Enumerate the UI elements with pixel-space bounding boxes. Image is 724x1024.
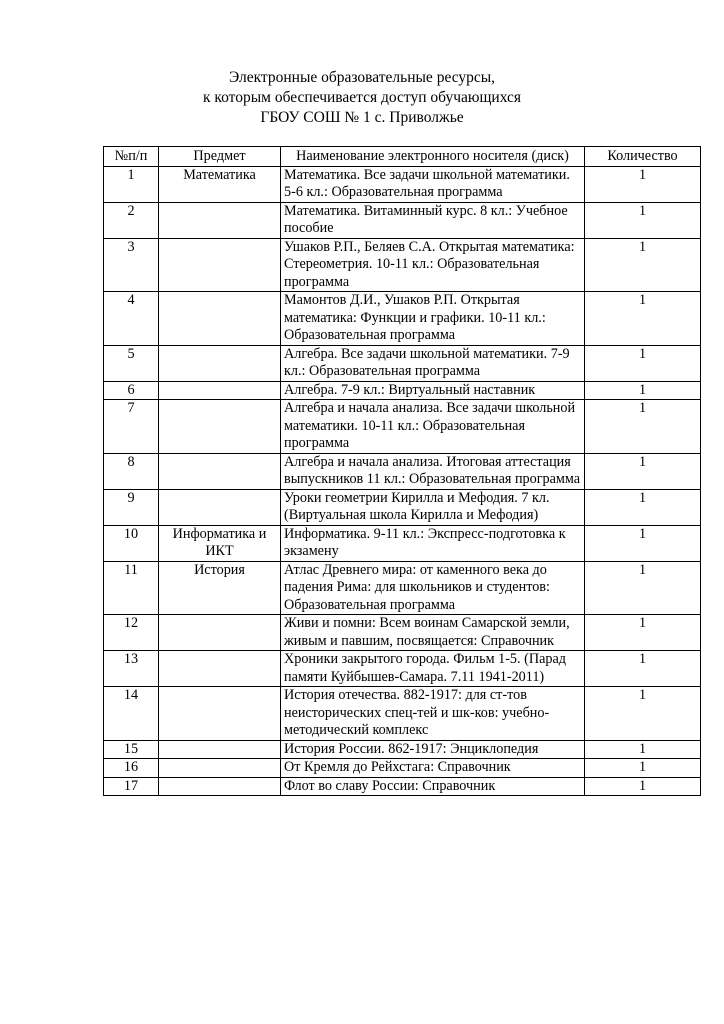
row-quantity: 1 — [585, 166, 701, 202]
row-subject — [159, 687, 281, 741]
row-quantity: 1 — [585, 687, 701, 741]
header-quantity: Количество — [585, 147, 701, 167]
table-row — [104, 166, 701, 202]
table-body — [104, 166, 701, 796]
row-quantity: 1 — [585, 615, 701, 651]
row-subject — [159, 345, 281, 381]
table-row — [104, 561, 701, 615]
row-quantity: 1 — [585, 292, 701, 346]
row-subject — [159, 759, 281, 778]
row-quantity: 1 — [585, 525, 701, 561]
row-medium-name: От Кремля до Рейхстага: Справочник — [281, 759, 585, 778]
row-medium-name: Математика. Все задачи школьной математики. 5-6 кл.: Образовательная программа — [281, 166, 585, 202]
row-medium-name: Алгебра. 7-9 кл.: Виртуальный наставник — [281, 381, 585, 400]
row-subject: Математика — [159, 166, 281, 202]
title-line-1: Электронные образовательные ресурсы, — [228, 69, 496, 86]
row-subject — [159, 651, 281, 687]
row-medium-name: Ушаков Р.П., Беляев С.А. Открытая математика: Стереометрия. 10-11 кл.: Образовательная программа — [281, 238, 585, 292]
row-quantity: 1 — [585, 561, 701, 615]
row-number: 12 — [104, 615, 159, 651]
row-number: 9 — [104, 489, 159, 525]
row-number: 17 — [104, 777, 159, 796]
row-number: 1 — [104, 166, 159, 202]
row-quantity: 1 — [585, 651, 701, 687]
header-number: №п/п — [104, 147, 159, 167]
row-quantity: 1 — [585, 759, 701, 778]
table-row — [104, 759, 701, 778]
row-subject — [159, 400, 281, 454]
row-medium-name: Флот во славу России: Справочник — [281, 777, 585, 796]
row-subject — [159, 292, 281, 346]
row-medium-name: Алгебра. Все задачи школьной математики. 7-9 кл.: Образовательная программа — [281, 345, 585, 381]
header-subject: Предмет — [159, 147, 281, 167]
row-number: 11 — [104, 561, 159, 615]
row-medium-name: Атлас Древнего мира: от каменного века до падения Рима: для школьников и студентов: Образовательная программа — [281, 561, 585, 615]
row-medium-name: Математика. Витаминный курс. 8 кл.: Учебное пособие — [281, 202, 585, 238]
row-subject: История — [159, 561, 281, 615]
row-number: 15 — [104, 740, 159, 759]
row-quantity: 1 — [585, 400, 701, 454]
row-quantity: 1 — [585, 202, 701, 238]
row-number: 4 — [104, 292, 159, 346]
row-number: 5 — [104, 345, 159, 381]
table-row — [104, 615, 701, 651]
table-row — [104, 651, 701, 687]
row-medium-name: Хроники закрытого города. Фильм 1-5. (Парад памяти Куйбышев-Самара. 7.11 1941-2011) — [281, 651, 585, 687]
row-number: 13 — [104, 651, 159, 687]
row-quantity: 1 — [585, 381, 701, 400]
row-subject — [159, 489, 281, 525]
title-line-2: к которым обеспечивается доступ обучающихся — [202, 89, 522, 106]
table-header-row — [104, 147, 701, 167]
row-number: 3 — [104, 238, 159, 292]
row-number: 16 — [104, 759, 159, 778]
row-number: 7 — [104, 400, 159, 454]
row-medium-name: Алгебра и начала анализа. Все задачи школьной математики. 10-11 кл.: Образовательная программа — [281, 400, 585, 454]
row-subject — [159, 777, 281, 796]
row-subject — [159, 740, 281, 759]
table-row — [104, 400, 701, 454]
row-subject — [159, 238, 281, 292]
row-subject — [159, 381, 281, 400]
row-medium-name: История отечества. 882-1917: для ст-тов неисторических спец-тей и шк-ков: учебно-методический комплекс — [281, 687, 585, 741]
row-quantity: 1 — [585, 777, 701, 796]
row-subject — [159, 615, 281, 651]
row-medium-name: Мамонтов Д.И., Ушаков Р.П. Открытая математика: Функции и графики. 10-11 кл.: Образовательная программа — [281, 292, 585, 346]
table-row — [104, 740, 701, 759]
row-subject — [159, 453, 281, 489]
table-row — [104, 292, 701, 346]
title-line-3: ГБОУ СОШ № 1 с. Приволжье — [260, 109, 464, 126]
row-medium-name: История России. 862-1917: Энциклопедия — [281, 740, 585, 759]
row-number: 14 — [104, 687, 159, 741]
resources-table — [103, 146, 701, 796]
row-number: 8 — [104, 453, 159, 489]
header-medium-name: Наименование электронного носителя (диск) — [281, 147, 585, 167]
row-number: 10 — [104, 525, 159, 561]
row-medium-name: Информатика. 9-11 кл.: Экспресс-подготовка к экзамену — [281, 525, 585, 561]
row-quantity: 1 — [585, 238, 701, 292]
row-quantity: 1 — [585, 345, 701, 381]
table-row — [104, 381, 701, 400]
table-row — [104, 489, 701, 525]
row-medium-name: Уроки геометрии Кирилла и Мефодия. 7 кл. (Виртуальная школа Кирилла и Мефодия) — [281, 489, 585, 525]
table-row — [104, 345, 701, 381]
row-subject: Информатика и ИКТ — [159, 525, 281, 561]
row-number: 6 — [104, 381, 159, 400]
table-row — [104, 525, 701, 561]
table-row — [104, 777, 701, 796]
row-quantity: 1 — [585, 740, 701, 759]
document-title — [0, 68, 724, 128]
row-subject — [159, 202, 281, 238]
row-quantity: 1 — [585, 489, 701, 525]
table-row — [104, 202, 701, 238]
row-quantity: 1 — [585, 453, 701, 489]
table-row — [104, 687, 701, 741]
row-number: 2 — [104, 202, 159, 238]
row-medium-name: Алгебра и начала анализа. Итоговая аттестация выпускников 11 кл.: Образовательная программа — [281, 453, 585, 489]
table-row — [104, 238, 701, 292]
table-row — [104, 453, 701, 489]
row-medium-name: Живи и помни: Всем воинам Самарской земли, живым и павшим, посвящается: Справочник — [281, 615, 585, 651]
